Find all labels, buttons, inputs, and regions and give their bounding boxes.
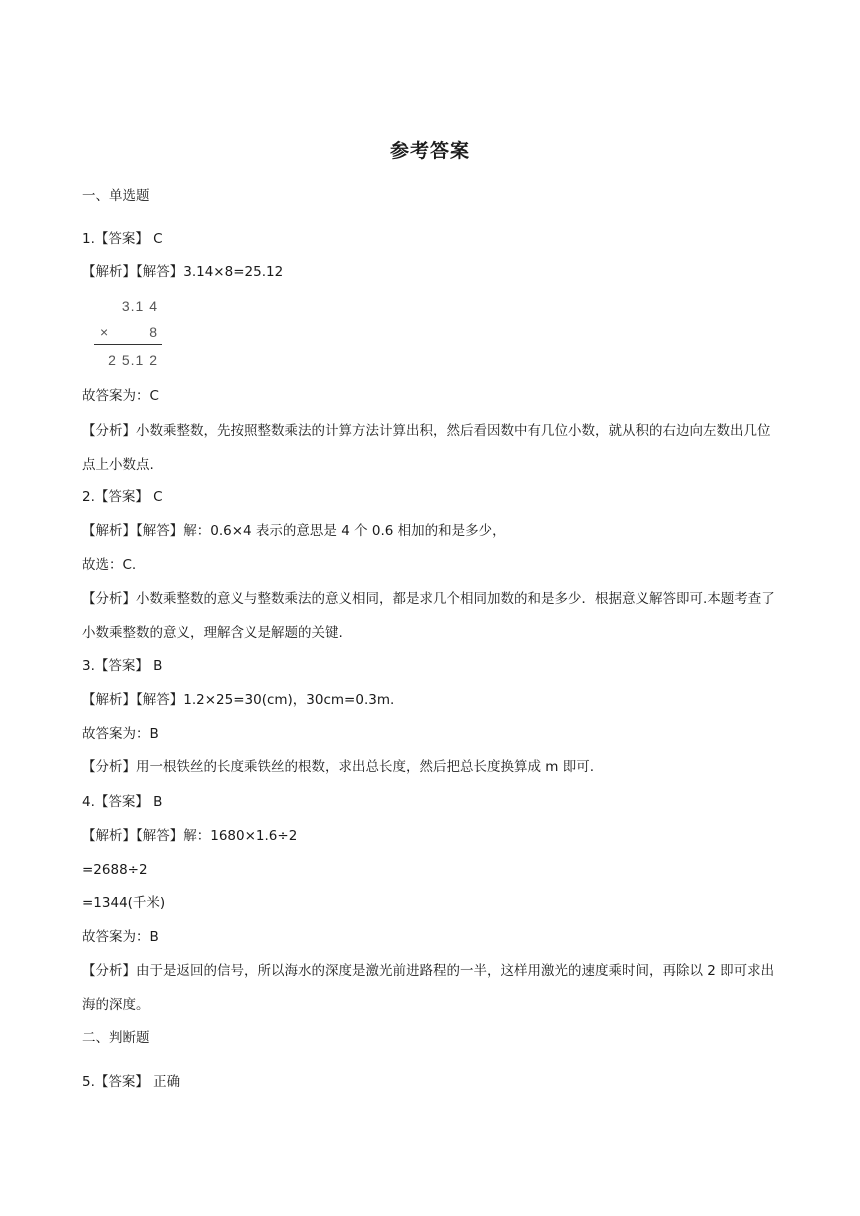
page-title: 参考答案 [389, 140, 470, 162]
q4-answer: 4.【答案】 B [82, 794, 163, 810]
q1-analysis: 【解析】【解答】3.14×8=25.12 [82, 264, 284, 280]
section-heading-true-false: 二、判断题 [82, 1030, 150, 1046]
q3-note: 【分析】用一根铁丝的长度乘铁丝的根数，求出总长度，然后把总长度换算成 m 即可. [82, 759, 595, 775]
section-heading-single-choice: 一、单选题 [82, 188, 150, 204]
q2-analysis: 【解析】【解答】解：0.6×4 表示的意思是 4 个 0.6 相加的和是多少， [82, 523, 506, 539]
q5-answer: 5.【答案】 正确 [82, 1074, 181, 1090]
q3-answer: 3.【答案】 B [82, 658, 163, 674]
q4-step-1: =2688÷2 [82, 862, 148, 878]
q4-step-2: =1344(千米) [82, 895, 166, 911]
calc-multiplicand: 3.1 4 [121, 298, 158, 314]
calc-result: 2 5.1 2 [108, 352, 158, 368]
calc-multiplier: 8 [149, 324, 158, 340]
q2-answer: 2.【答案】 C [82, 489, 163, 505]
q4-note: 【分析】由于是返回的信号，所以海水的深度是激光前进路程的一半，这样用激光的速度乘时间，再除以 2 即可求出海的深度。 [82, 963, 775, 1013]
q2-conclusion: 故选：C. [82, 557, 137, 573]
calc-operator: × [100, 324, 109, 340]
q3-conclusion: 故答案为：B [82, 726, 159, 742]
calc-divider-line [94, 344, 162, 345]
q1-note: 【分析】小数乘整数，先按照整数乘法的计算方法计算出积，然后看因数中有几位小数，就从积的右边向左数出几位点上小数点. [82, 423, 771, 473]
q3-analysis: 【解析】【解答】1.2×25=30(cm)，30cm=0.3m. [82, 692, 395, 708]
q1-conclusion: 故答案为：C [82, 388, 159, 404]
q4-conclusion: 故答案为：B [82, 929, 159, 945]
vertical-multiplication [92, 296, 164, 374]
q1-answer: 1.【答案】 C [82, 231, 163, 247]
q2-note: 【分析】小数乘整数的意义与整数乘法的意义相同，都是求几个相同加数的和是多少．根据意义解答即可.本题考查了小数乘整数的意义，理解含义是解题的关键. [82, 591, 775, 641]
q4-analysis: 【解析】【解答】解：1680×1.6÷2 [82, 828, 298, 844]
